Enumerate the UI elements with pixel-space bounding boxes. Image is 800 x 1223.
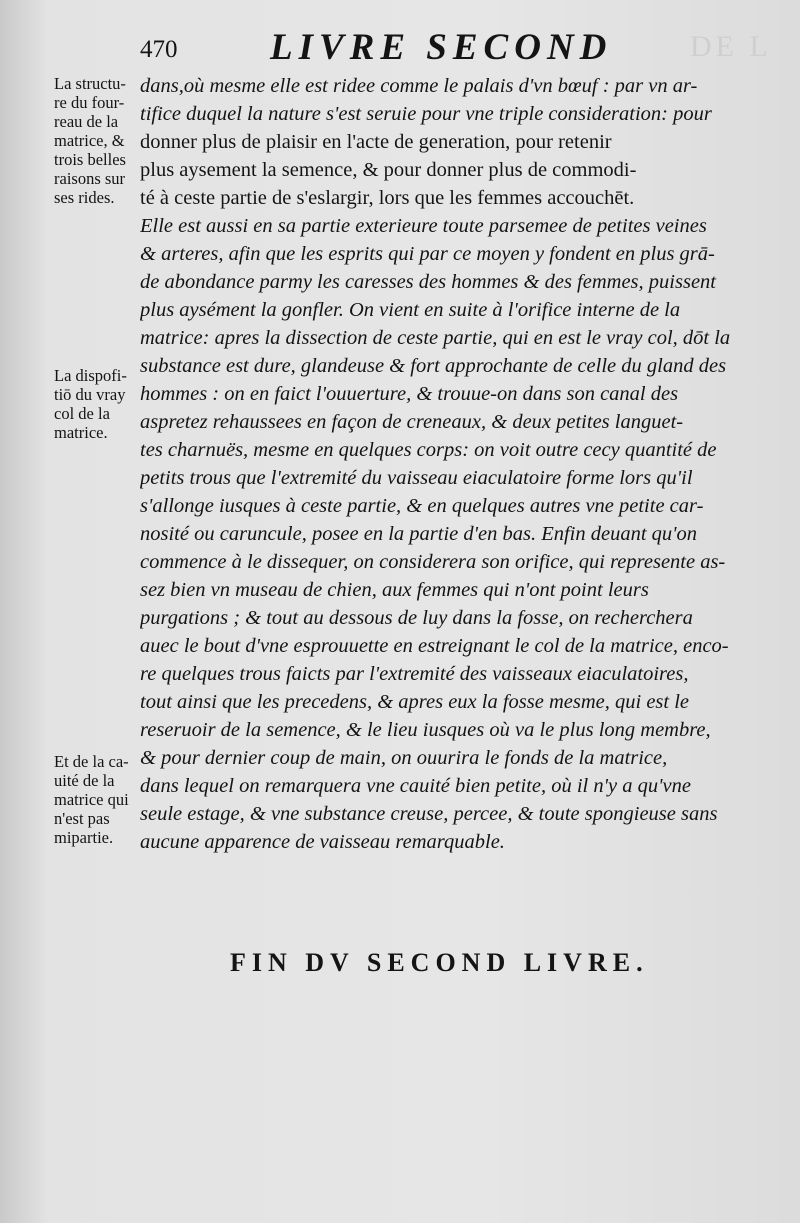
text-line: de abondance parmy les caresses des hommes & des femmes, puissent	[140, 271, 716, 293]
text-line: tifice duquel la nature s'est seruie pour vne triple consideration: pour	[140, 103, 712, 125]
text-line: petits trous que l'extremité du vaisseau eiaculatoire forme lors qu'il	[140, 467, 693, 489]
page-header	[140, 26, 780, 74]
main-text-block	[140, 72, 780, 856]
text-line: s'allonge iusques à ceste partie, & en quelques autres vne petite car-	[140, 495, 704, 517]
text-line: té à ceste partie de s'eslargir, lors que les femmes accouchēt.	[140, 187, 635, 209]
text-line: tout ainsi que les precedens, & apres eux la fosse mesme, qui est le	[140, 691, 690, 713]
text-line: nosité ou caruncule, posee en la partie d'en bas. Enfin deuant qu'on	[140, 523, 698, 545]
text-line: plus aysement la semence, & pour donner plus de commodi-	[140, 159, 637, 181]
text-line: Elle est aussi en sa partie exterieure toute parsemee de petites veines	[140, 215, 707, 237]
text-line: hommes : on en faict l'ouuerture, & trouue-on dans son canal des	[140, 383, 679, 405]
text-line: & pour dernier coup de main, on ouurira le fonds de la matrice,	[140, 747, 668, 769]
text-line: commence à le dissequer, on considerera son orifice, qui represente as-	[140, 551, 726, 573]
text-line: dans lequel on remarquera vne cauité bien petite, où il n'y a qu'vne	[140, 775, 691, 797]
text-line: & arteres, afin que les esprits qui par ce moyen y fondent en plus grā-	[140, 243, 715, 265]
text-line: dans,où mesme elle est ridee comme le palais d'vn bœuf : par vn ar-	[140, 75, 698, 97]
bleed-through-header: DE L	[690, 30, 772, 63]
text-line: plus aysément la gonfler. On vient en suite à l'orifice interne de la	[140, 299, 681, 321]
text-line: auec le bout d'vne esprouuette en estreignant le col de la matrice, enco-	[140, 635, 729, 657]
text-line: reseruoir de la semence, & le lieu iusques où va le plus long membre,	[140, 719, 711, 741]
text-line: sez bien vn museau de chien, aux femmes qui n'ont point leurs	[140, 579, 649, 601]
margin-note-cavite: Et de la ca- uité de la matrice qui n'est pas mipartie.	[54, 752, 129, 847]
text-line: tes charnuës, mesme en quelques corps: on voit outre cecy quantité de	[140, 439, 717, 461]
margin-note-structure: La structu- re du four- reau de la matrice, & trois belles raisons sur ses rides.	[54, 74, 126, 207]
colophon-finis: FIN DV SECOND LIVRE.	[230, 948, 649, 977]
text-line: substance est dure, glandeuse & fort approchante de celle du gland des	[140, 355, 727, 377]
text-line: aucune apparence de vaisseau remarquable.	[140, 831, 505, 853]
text-line: aspretez rehaussees en façon de creneaux, & deux petites languet-	[140, 411, 684, 433]
running-title: LIVRE SECOND	[270, 27, 613, 68]
text-line: re quelques trous faicts par l'extremité des vaisseaux eiaculatoires,	[140, 663, 689, 685]
margin-note-col: La dispofi- tiō du vray col de la matrice.	[54, 366, 127, 442]
page-number: 470	[140, 36, 178, 63]
text-line: seule estage, & vne substance creuse, percee, & toute spongieuse sans	[140, 803, 718, 825]
text-line: matrice: apres la dissection de ceste partie, qui en est le vray col, dōt la	[140, 327, 731, 349]
text-line: purgations ; & tout au dessous de luy dans la fosse, on recherchera	[140, 607, 693, 629]
text-line: donner plus de plaisir en l'acte de generation, pour retenir	[140, 131, 612, 153]
